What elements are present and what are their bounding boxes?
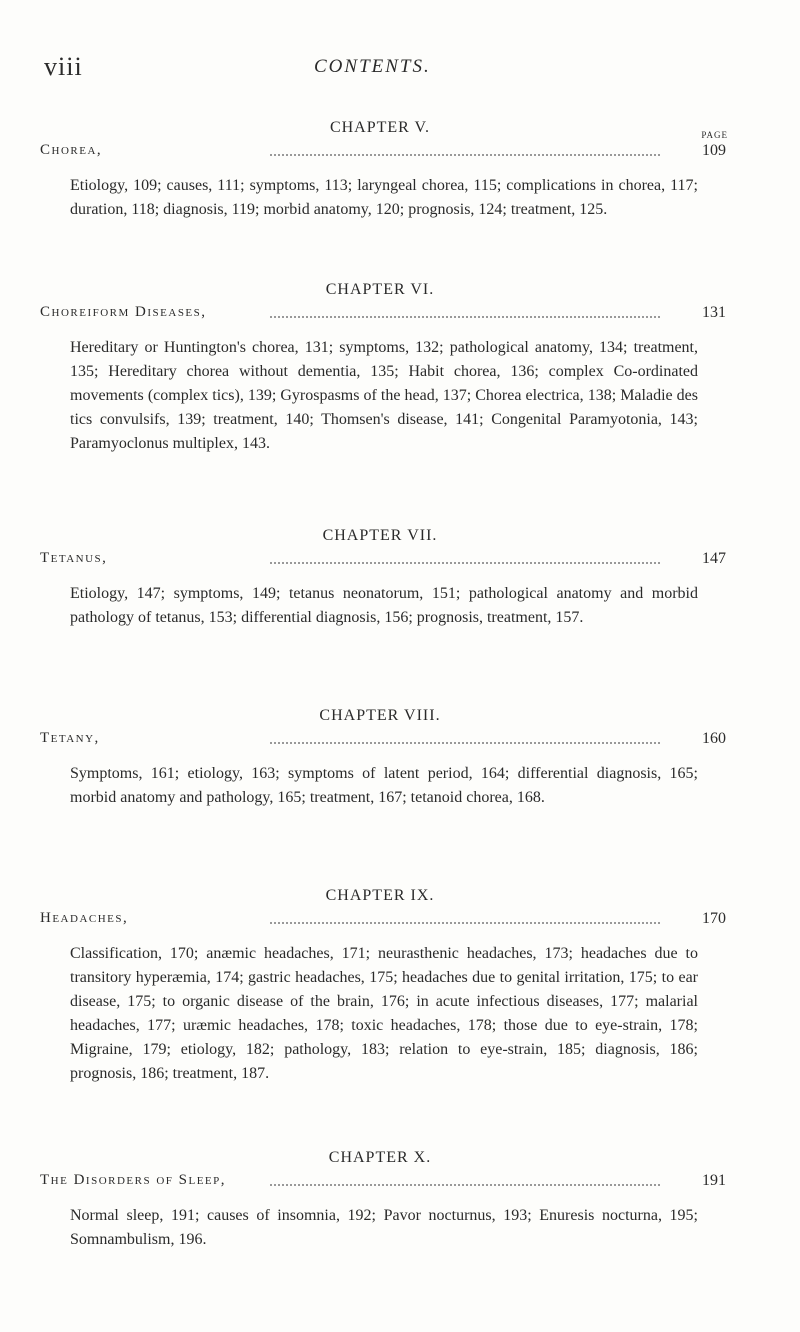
chapter-vii <box>40 526 726 630</box>
chapter-heading: CHAPTER VIII. <box>319 707 441 724</box>
chapter-heading: CHAPTER V. <box>329 119 431 136</box>
chapter-description: Etiology, 147; symptoms, 149; tetanus neonatorum, 151; pathological anatomy and morbid pathology of tetanus, 153; differential diagnosis, 156; prognosis, treatment, 157. <box>70 585 698 626</box>
chapter-heading: CHAPTER VI. <box>325 281 435 298</box>
dot-leader <box>270 154 660 156</box>
chapter-v <box>40 118 728 222</box>
chapter-x <box>40 1148 726 1252</box>
chapter-page-number: 147 <box>702 550 726 567</box>
chapter-title: Tetany, <box>40 730 100 746</box>
page-header <box>44 52 704 86</box>
running-title: CONTENTS. <box>314 56 431 77</box>
toc-entry <box>40 1172 726 1196</box>
chapter-viii <box>40 706 726 810</box>
chapter-ix <box>40 886 726 1086</box>
toc-entry <box>40 550 726 574</box>
toc-entry <box>40 304 726 328</box>
chapter-description: Classification, 170; anæmic headaches, 171; neurasthenic headaches, 173; headaches due to transitory hyperæmia, 174; gastric headaches, 175; headaches due to genital irritation, 175; to ear disease, 175; to organic disease of the brain, 176; in acute infectious diseases, 177; malarial headaches, 177; uræmic headaches, 178; toxic headaches, 178; those due to eye-strain, 178; Migraine, 179; etiology, 182; pathology, 183; relation to eye-strain, 185; diagnosis, 186; prognosis, 186; treatment, 187. <box>70 945 698 1082</box>
chapter-page-number: 191 <box>702 1172 726 1189</box>
chapter-page-number: 131 <box>702 304 726 321</box>
chapter-title: Choreiform Diseases, <box>40 304 207 320</box>
dot-leader <box>270 316 660 318</box>
chapter-vi <box>40 280 726 456</box>
chapter-page-number: 109 <box>702 142 726 159</box>
dot-leader <box>270 1184 660 1186</box>
chapter-title: Chorea, <box>40 142 103 158</box>
toc-entry <box>40 910 726 934</box>
chapter-description: Symptoms, 161; etiology, 163; symptoms of latent period, 164; differential diagnosis, 165; morbid anatomy and pathology, 165; treatment, 167; tetanoid chorea, 168. <box>70 765 698 806</box>
page-number: viii <box>44 52 83 81</box>
chapter-title: The Disorders of Sleep, <box>40 1172 227 1188</box>
chapter-heading: CHAPTER VII. <box>322 527 438 544</box>
page-column-label: PAGE <box>701 130 728 140</box>
chapter-page-number: 160 <box>702 730 726 747</box>
chapter-description: Hereditary or Huntington's chorea, 131; symptoms, 132; pathological anatomy, 134; treatment, 135; Hereditary chorea without dementia, 135; Habit chorea, 136; complex Co-ordinated movements (complex tics), 139; Gyrospasms of the head, 137; Chorea electrica, 138; Maladie des tics convulsifs, 139; treatment, 140; Thomsen's disease, 141; Congenital Paramyotonia, 143; Paramyoclonus multiplex, 143. <box>70 339 698 452</box>
dot-leader <box>270 742 660 744</box>
dot-leader <box>270 922 660 924</box>
toc-entry <box>40 130 728 166</box>
chapter-description: Normal sleep, 191; causes of insomnia, 192; Pavor nocturnus, 193; Enuresis nocturna, 195; Somnambulism, 196. <box>70 1207 698 1248</box>
chapter-page-number: 170 <box>702 910 726 927</box>
chapter-title: Headaches, <box>40 910 129 926</box>
chapter-title: Tetanus, <box>40 550 108 566</box>
chapter-heading: CHAPTER X. <box>328 1149 432 1166</box>
chapter-heading: CHAPTER IX. <box>325 887 435 904</box>
toc-entry <box>40 730 726 754</box>
chapter-description: Etiology, 109; causes, 111; symptoms, 113; laryngeal chorea, 115; complications in chorea, 117; duration, 118; diagnosis, 119; morbid anatomy, 120; prognosis, 124; treatment, 125. <box>70 177 698 218</box>
dot-leader <box>270 562 660 564</box>
